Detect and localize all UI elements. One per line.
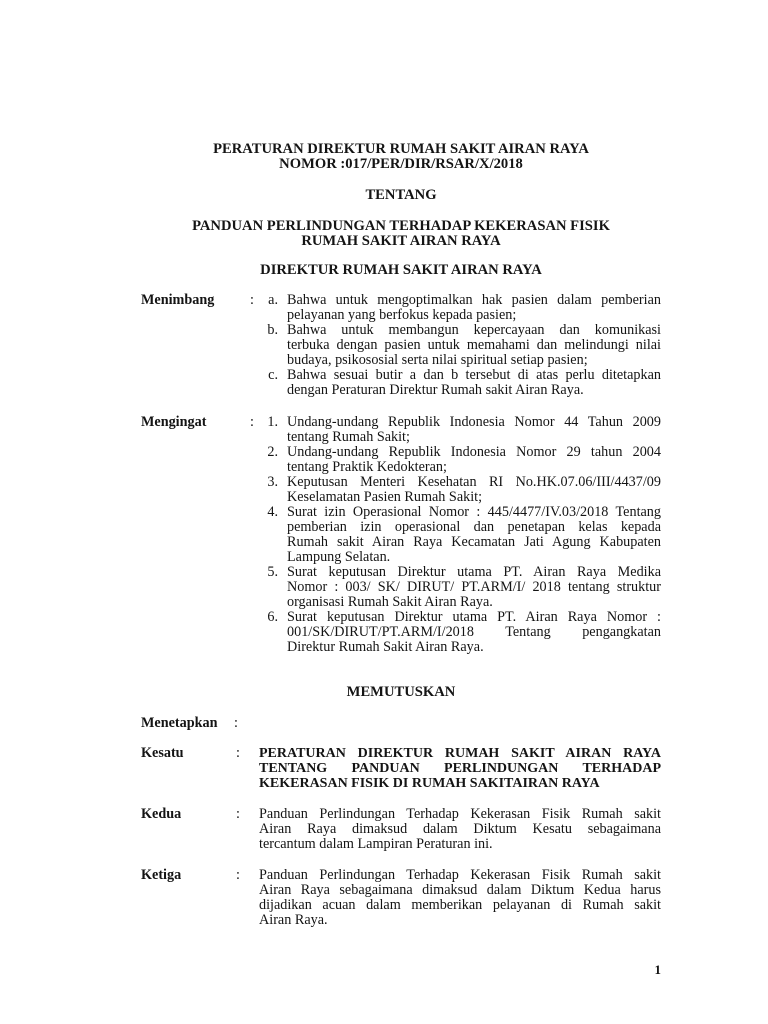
item-line: Keselamatan Pasien Rumah Sakit;: [287, 489, 483, 505]
legal-basis-item: [267, 504, 661, 565]
diktum-line: PERATURAN DIREKTUR RUMAH SAKIT AIRAN RAYA: [259, 746, 661, 761]
diktum-ketiga: [141, 868, 661, 928]
title-line: PERATURAN DIREKTUR RUMAH SAKIT AIRAN RAYA: [213, 141, 589, 157]
mengingat-colon: :: [250, 414, 254, 430]
menetapkan-label: Menetapkan: [141, 715, 218, 731]
diktum-kesatu: [141, 746, 661, 791]
item-line: Surat keputusan Direktur utama PT. Airan Raya Nomor :: [287, 609, 661, 625]
diktum-line: KEKERASAN FISIK DI RUMAH SAKITAIRAN RAYA: [259, 776, 600, 791]
ketiga-label: Ketiga: [141, 867, 182, 883]
menetapkan-row: [141, 716, 661, 731]
item-line: Bahwa sesuai butir a dan b tersebut di atas perlu ditetapkan: [287, 367, 661, 383]
kedua-text: [259, 807, 661, 852]
legal-basis-item: [267, 474, 661, 505]
item-line: Surat keputusan Direktur utama PT. Airan Raya Medika: [287, 564, 661, 580]
mengingat-section: [141, 415, 661, 655]
consideration-item: [268, 367, 661, 398]
item-line: Surat izin Operasional Nomor : 445/4477/IV.03/2018 Tentang: [287, 504, 661, 520]
item-line: pelayanan yang berfokus kepada pasien;: [287, 307, 517, 323]
memutuskan-text: MEMUTUSKAN: [346, 684, 456, 700]
item-line: organisasi Rumah Sakit Airan Raya.: [287, 594, 493, 610]
regulation-number: NOMOR :017/PER/DIR/RSAR/X/2018: [279, 156, 523, 172]
issuer-text: DIREKTUR RUMAH SAKIT AIRAN RAYA: [260, 262, 542, 278]
tentang-text: TENTANG: [365, 187, 437, 203]
diktum-line: Airan Raya dimaksud dalam Diktum Kesatu sebagaimana: [259, 821, 661, 837]
diktum-line: Panduan Perlindungan Terhadap Kekerasan Fisik Rumah sakit: [259, 867, 661, 883]
diktum-kedua: [141, 807, 661, 852]
item-marker: 1.: [267, 414, 278, 430]
item-marker: 5.: [267, 564, 278, 580]
item-line: budaya, psikososial serta nilai spiritual setiap pasien;: [287, 352, 588, 368]
legal-basis-item: [267, 564, 661, 610]
page-number-text: 1: [654, 962, 661, 977]
item-line: Undang-undang Republik Indonesia Nomor 29 tahun 2004: [287, 444, 661, 460]
kesatu-colon: :: [236, 745, 240, 761]
item-line: pemberian izin operasional dan penetapan kelas kepada: [287, 519, 661, 535]
item-line: tentang Praktik Kedokteran;: [287, 459, 447, 475]
issuer-heading: [141, 263, 661, 278]
subject-heading: [141, 219, 661, 249]
diktum-line: Airan Raya.: [259, 912, 328, 928]
subject-line: PANDUAN PERLINDUNGAN TERHADAP KEKERASAN FISIK: [192, 218, 610, 234]
item-line: Undang-undang Republik Indonesia Nomor 44 Tahun 2009: [287, 414, 661, 430]
item-line: Rumah sakit Airan Raya Kecamatan Jati Agung Kabupaten: [287, 534, 661, 550]
diktum-line: tercantum dalam Lampiran Peraturan ini.: [259, 836, 493, 852]
ketiga-colon: :: [236, 867, 240, 883]
memutuskan-heading: [141, 685, 661, 700]
menimbang-label: Menimbang: [141, 292, 215, 308]
item-marker: b.: [267, 322, 278, 338]
legal-basis-item: [267, 444, 661, 475]
item-line: Bahwa untuk mengoptimalkan hak pasien dalam pemberian: [287, 292, 661, 308]
item-line: Direktur Rumah Sakit Airan Raya.: [287, 639, 484, 655]
item-line: dengan Peraturan Direktur Rumah sakit Airan Raya.: [287, 382, 584, 398]
item-marker: 6.: [267, 609, 278, 625]
diktum-line: Airan Raya sebagaimana dimaksud dalam Diktum Kedua harus: [259, 882, 661, 898]
diktum-line: Panduan Perlindungan Terhadap Kekerasan Fisik Rumah sakit: [259, 806, 661, 822]
kesatu-label: Kesatu: [141, 745, 184, 761]
menimbang-colon: :: [250, 292, 254, 308]
document-title: [141, 142, 661, 172]
tentang-heading: [141, 188, 661, 203]
item-marker: c.: [268, 367, 278, 383]
mengingat-label: Mengingat: [141, 414, 207, 430]
page-number: [141, 962, 661, 977]
item-marker: 3.: [267, 474, 278, 490]
diktum-line: TENTANG PANDUAN PERLINDUNGAN TERHADAP: [259, 761, 661, 776]
item-line: 001/SK/DIRUT/PT.ARM/I/2018 Tentang pengangkatan: [287, 624, 661, 640]
legal-basis-item: [267, 414, 661, 445]
consideration-item: [267, 322, 661, 368]
item-marker: 4.: [267, 504, 278, 520]
consideration-item: [268, 292, 661, 323]
diktum-line: dijadikan acuan dalam memberikan pelayanan di Rumah sakit: [259, 897, 661, 913]
item-line: Lampung Selatan.: [287, 549, 391, 565]
item-line: Keputusan Menteri Kesehatan RI No.HK.07.06/III/4437/09: [287, 474, 661, 490]
item-line: tentang Rumah Sakit;: [287, 429, 410, 445]
subject-line: RUMAH SAKIT AIRAN RAYA: [301, 233, 501, 249]
ketiga-text: [259, 868, 661, 928]
kedua-colon: :: [236, 806, 240, 822]
item-line: Nomor : 003/ SK/ DIRUT/ PT.ARM/I/ 2018 tentang struktur: [287, 579, 661, 595]
menetapkan-colon: :: [234, 715, 238, 731]
item-marker: 2.: [267, 444, 278, 460]
menimbang-section: [141, 293, 661, 398]
kedua-label: Kedua: [141, 806, 182, 822]
item-marker: a.: [268, 292, 278, 308]
legal-basis-item: [267, 609, 661, 655]
item-line: terbuka dengan pasien untuk memahami dan melindungi nilai: [287, 337, 661, 353]
item-line: Bahwa untuk membangun kepercayaan dan komunikasi: [287, 322, 661, 338]
kesatu-text: [259, 746, 661, 791]
